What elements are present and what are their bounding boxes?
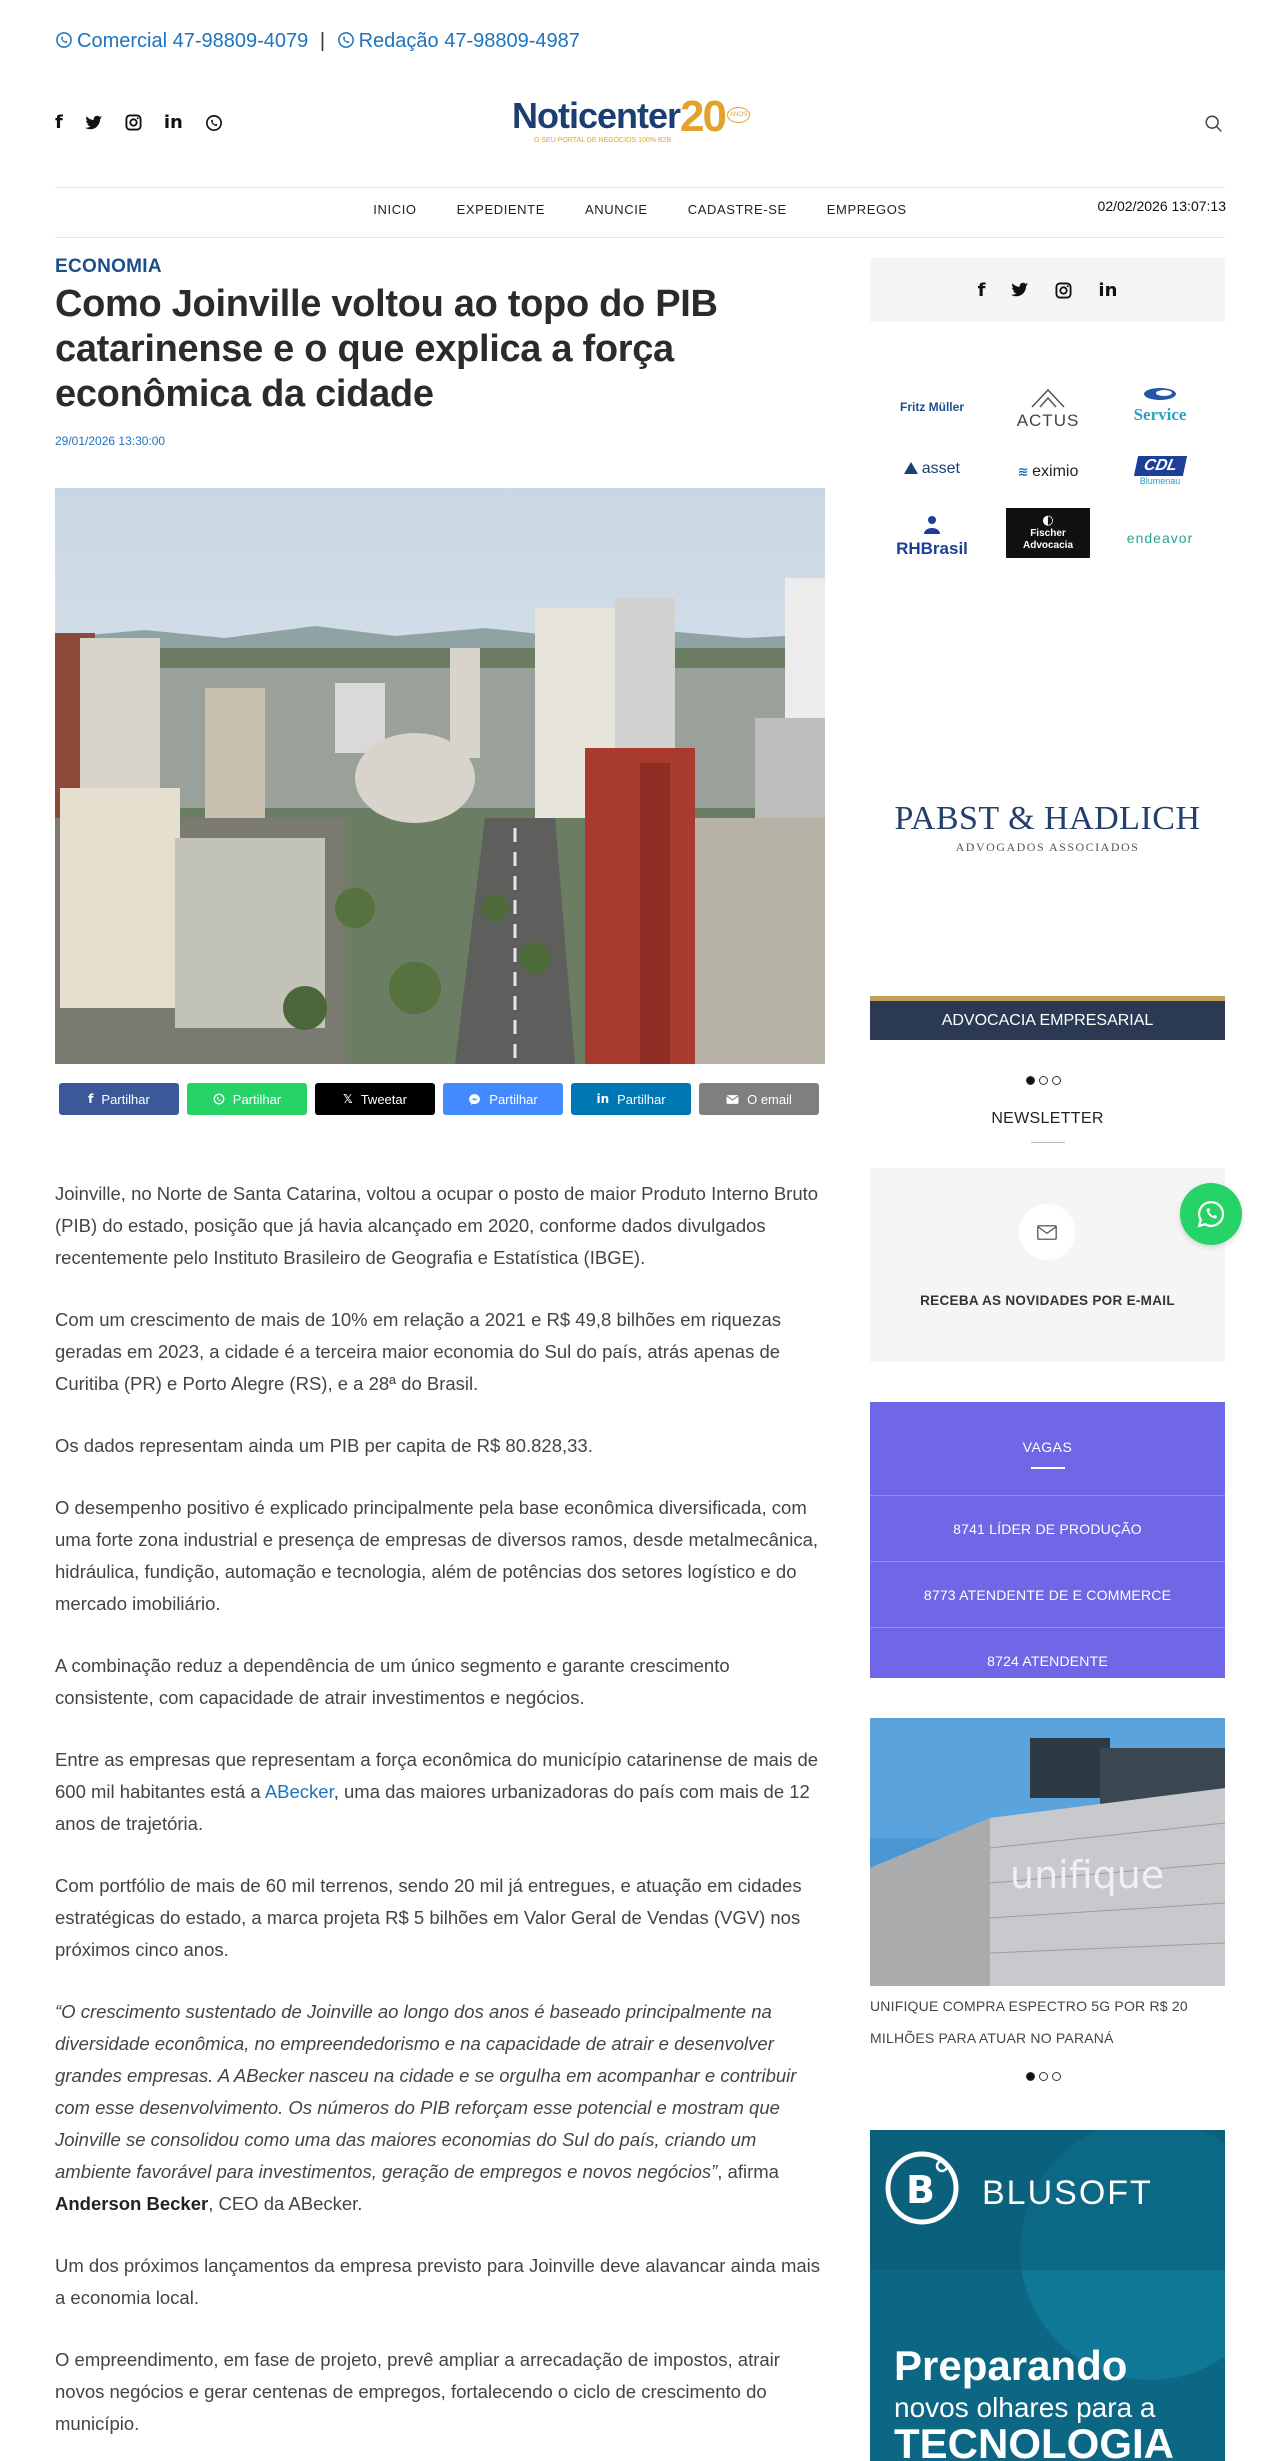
- facebook-icon: f: [88, 1092, 94, 1106]
- partner-fischer-advocacia[interactable]: ◐ Fischer Advocacia: [1006, 508, 1090, 558]
- news-caption[interactable]: UNIFIQUE COMPRA ESPECTRO 5G POR R$ 20 MILHÕES PARA ATUAR NO PARANÁ: [870, 1998, 1188, 2046]
- advocacia-banner[interactable]: ADVOCACIA EMPRESARIAL: [870, 996, 1225, 1040]
- whatsapp-icon[interactable]: [205, 114, 223, 132]
- partner-eximio[interactable]: ≋ eximio: [1017, 463, 1079, 480]
- paragraph: O desempenho positivo é explicado principalmente pela base econômica diversificada, com uma forte zona industrial e presença de empresas de diversos ramos, desde metalmecânica, hidráulica, fundição, automação e tecnologia, além de potências dos setores logístico e do mercado imobiliário.: [55, 1497, 818, 1614]
- contact-bar: [55, 30, 580, 53]
- linkedin-icon[interactable]: in: [163, 112, 183, 133]
- svg-text:B: B: [906, 2168, 935, 2212]
- paragraph: Os dados representam ainda um PIB per capita de R$ 80.828,33.: [55, 1435, 593, 1456]
- newsletter-signup[interactable]: [1019, 1204, 1075, 1260]
- paragraph: Com portfólio de mais de 60 mil terrenos, sendo 20 mil já entregues, e atuação em cidades estratégicas do estado, a marca projeta R$ 5 bilhões em Valor Geral de Vendas (VGV) nos próximos cinco anos.: [55, 1875, 802, 1960]
- carousel-dot[interactable]: [1052, 1076, 1061, 1085]
- vagas-divider: [1031, 1467, 1065, 1469]
- blusoft-ad[interactable]: [870, 2130, 1225, 2461]
- share-email-button[interactable]: O email: [699, 1083, 819, 1115]
- carousel-dots: [1026, 2072, 1061, 2081]
- actus-mark-icon: [1028, 388, 1068, 408]
- partner-asset[interactable]: asset: [882, 460, 982, 478]
- pabst-subtitle: ADVOGADOS ASSOCIADOS: [955, 840, 1140, 854]
- quote-paragraph: “O crescimento sustentado de Joinville ao longo dos anos é baseado principalmente na diversidade econômica, no empreendedorismo e na capacidade de atrair e desenvolver grandes empresas. A ABecker nasceu na cidade e se orgulha em acompanhar e contribuir com esse desenvolvimento. Os números do PIB reforçam esse potencial e mostram que Joinville se consolidou como uma das maiores economias do Sul do país, criando um ambiente favorável para investimentos, geração de empregos e novos negócios”, afirma Anderson Becker, CEO da ABecker.: [55, 2001, 797, 2214]
- logo-tagline: O SEU PORTAL DE NEGÓCIOS 100% B2B: [534, 137, 672, 144]
- messenger-icon: [468, 1093, 481, 1106]
- fischer-mark-icon: ◐: [1042, 513, 1054, 528]
- vagas-widget: [870, 1402, 1225, 1678]
- site-logo[interactable]: [512, 92, 772, 155]
- nav-divider-bottom: [55, 237, 1225, 238]
- vaga-item[interactable]: 8741 LÍDER DE PRODUÇÃO: [870, 1495, 1225, 1561]
- newsletter-title: NEWSLETTER: [991, 1110, 1104, 1127]
- blusoft-line1: Preparando: [894, 2342, 1128, 2389]
- article-category[interactable]: ECONOMIA: [55, 256, 162, 277]
- share-messenger-button[interactable]: Partilhar: [443, 1083, 563, 1115]
- logo-number: 20: [680, 92, 725, 141]
- blusoft-line2: novos olhares para a: [894, 2392, 1156, 2423]
- paragraph: A combinação reduz a dependência de um único segmento e garante crescimento consistente, com capacidade de atrair investimentos e negócios.: [55, 1655, 730, 1708]
- pabst-hadlich-ad[interactable]: [870, 800, 1225, 855]
- instagram-icon[interactable]: [125, 114, 142, 131]
- paragraph: Entre as empresas que representam a força econômica do município catarinense de mais de 600 mil habitantes está a ABecker, uma das maiores urbanizadoras do país com mais de 12 anos de trajetória.: [55, 1749, 819, 1834]
- twitter-icon[interactable]: [1011, 282, 1029, 298]
- quote-author: Anderson Becker: [55, 2193, 209, 2214]
- vaga-item[interactable]: 8773 ATENDENTE DE E COMMERCE: [870, 1561, 1225, 1627]
- facebook-icon[interactable]: f: [977, 279, 986, 301]
- linkedin-icon[interactable]: in: [1098, 279, 1118, 301]
- comercial-link[interactable]: Comercial 47-98809-4079: [55, 30, 314, 52]
- nav-item-anuncie[interactable]: ANUNCIE: [584, 202, 648, 217]
- partner-cdl-blumenau[interactable]: CDL Blumenau: [1110, 456, 1210, 486]
- share-linkedin-button[interactable]: in Partilhar: [571, 1083, 691, 1115]
- eximio-mark-icon: ≋: [1017, 465, 1029, 480]
- vagas-title: VAGAS: [1022, 1439, 1073, 1455]
- asset-mark-icon: [904, 462, 918, 474]
- paragraph: Um dos próximos lançamentos da empresa previsto para Joinville deve alavancar ainda mais a economia local.: [55, 2255, 821, 2308]
- newsletter-divider: [1031, 1142, 1065, 1143]
- vaga-item[interactable]: 8724 ATENDENTE: [870, 1627, 1225, 1678]
- partner-actus[interactable]: ACTUS: [998, 388, 1098, 431]
- carousel-dot[interactable]: [1026, 1076, 1035, 1085]
- newsletter-box[interactable]: [870, 1168, 1225, 1362]
- paragraph: Joinville, no Norte de Santa Catarina, voltou a ocupar o posto de maior Produto Interno Bruto (PIB) do estado, posição que já havia alcançado em 2020, conforme dados divulgados recentemente pelo Instituto Brasileiro de Geografia e Estatística (IBGE).: [55, 1183, 819, 1268]
- blusoft-line3: TECNOLOGIA: [894, 2420, 1174, 2461]
- share-x-button[interactable]: 𝕏 Tweetar: [315, 1083, 435, 1115]
- newsletter-label[interactable]: RECEBA AS NOVIDADES POR E-MAIL: [920, 1293, 1175, 1308]
- unifique-wordmark: unifique: [1010, 1853, 1165, 1897]
- nav-item-empregos[interactable]: EMPREGOS: [826, 202, 907, 217]
- logo-badge: ANOS: [727, 107, 750, 123]
- search-icon[interactable]: [1203, 113, 1225, 135]
- partner-fritz-muller[interactable]: Fritz Müller: [899, 400, 964, 414]
- carousel-dot[interactable]: [1039, 1076, 1048, 1085]
- share-facebook-button[interactable]: f Partilhar: [59, 1083, 179, 1115]
- abecker-link[interactable]: ABecker: [264, 1781, 334, 1802]
- partner-rhbrasil[interactable]: RHBrasil: [882, 514, 982, 559]
- header-social-links: [55, 112, 223, 133]
- carousel-dot[interactable]: [1039, 2072, 1048, 2081]
- blusoft-brand: BLUSOFT: [982, 2174, 1153, 2212]
- nav-divider-top: [55, 187, 1225, 188]
- whatsapp-float-button[interactable]: [1180, 1183, 1242, 1245]
- nav-item-inicio[interactable]: INICIO: [373, 202, 417, 217]
- whatsapp-icon: [213, 1093, 225, 1105]
- quote-text: “O crescimento sustentado de Joinville ao longo dos anos é baseado principalmente na diversidade econômica, no empreendedorismo e na capacidade de atrair e desenvolver grandes empresas. A ABecker nasceu na cidade e se orgulha em acompanhar e contribuir com esse desenvolvimento. Os números do PIB reforçam esse potencial e mostram que Joinville se consolidou como uma das maiores economias do Sul do país, criando um ambiente favorável para investimentos, geração de empregos e novos negócios”: [55, 2001, 797, 2182]
- current-datetime: 02/02/2026 13:07:13: [1097, 198, 1226, 214]
- paragraph: O empreendimento, em fase de projeto, prevê ampliar a arrecadação de impostos, atrair novos negócios e gerar centenas de empregos, fortalecendo o ciclo de crescimento do município.: [55, 2349, 780, 2434]
- sidebar-social-links: [870, 258, 1225, 322]
- pabst-title: PABST & HADLICH: [894, 800, 1201, 837]
- carousel-dots: [1026, 1076, 1061, 1085]
- carousel-dot[interactable]: [1026, 2072, 1035, 2081]
- whatsapp-icon: [55, 31, 73, 49]
- nav-item-cadastre-se[interactable]: CADASTRE-SE: [687, 202, 787, 217]
- whatsapp-icon: [337, 31, 355, 49]
- instagram-icon[interactable]: [1055, 282, 1072, 299]
- paragraph: Com um crescimento de mais de 10% em relação a 2021 e R$ 49,8 bilhões em riquezas geradas em 2023, a cidade é a terceira maior economia do Sul do país, atrás apenas de Curitiba (PR) e Porto Alegre (RS), e a 28ª do Brasil.: [55, 1309, 781, 1394]
- rhbrasil-mark-icon: [921, 514, 943, 536]
- article-date: 29/01/2026 13:30:00: [55, 434, 166, 448]
- service-mark-icon: [1142, 386, 1178, 402]
- twitter-icon[interactable]: [85, 115, 103, 131]
- partner-logos: [870, 372, 1225, 572]
- partner-endeavor[interactable]: endeavor: [1126, 530, 1194, 546]
- carousel-dot[interactable]: [1052, 2072, 1061, 2081]
- x-icon: 𝕏: [343, 1092, 353, 1106]
- article-hero-image: [55, 488, 825, 1064]
- article-headline: Como Joinville voltou ao topo do PIB catarinense e o que explica a força econômica da cidade: [55, 283, 718, 415]
- share-buttons: [59, 1083, 819, 1115]
- email-icon: [726, 1094, 739, 1105]
- article-body: [55, 1178, 830, 2461]
- separator: |: [319, 30, 326, 52]
- news-thumbnail[interactable]: [870, 1718, 1225, 1986]
- envelope-icon: [1037, 1225, 1057, 1240]
- nav-item-expediente[interactable]: EXPEDIENTE: [456, 202, 545, 217]
- partner-service[interactable]: Service: [1110, 386, 1210, 425]
- facebook-icon[interactable]: f: [55, 112, 63, 133]
- share-whatsapp-button[interactable]: Partilhar: [187, 1083, 307, 1115]
- main-nav: [0, 202, 1280, 217]
- logo-text: Noticenter: [512, 95, 681, 136]
- redacao-link[interactable]: Redação 47-98809-4987: [337, 30, 580, 52]
- whatsapp-icon: [1196, 1199, 1226, 1229]
- linkedin-icon: in: [596, 1092, 610, 1106]
